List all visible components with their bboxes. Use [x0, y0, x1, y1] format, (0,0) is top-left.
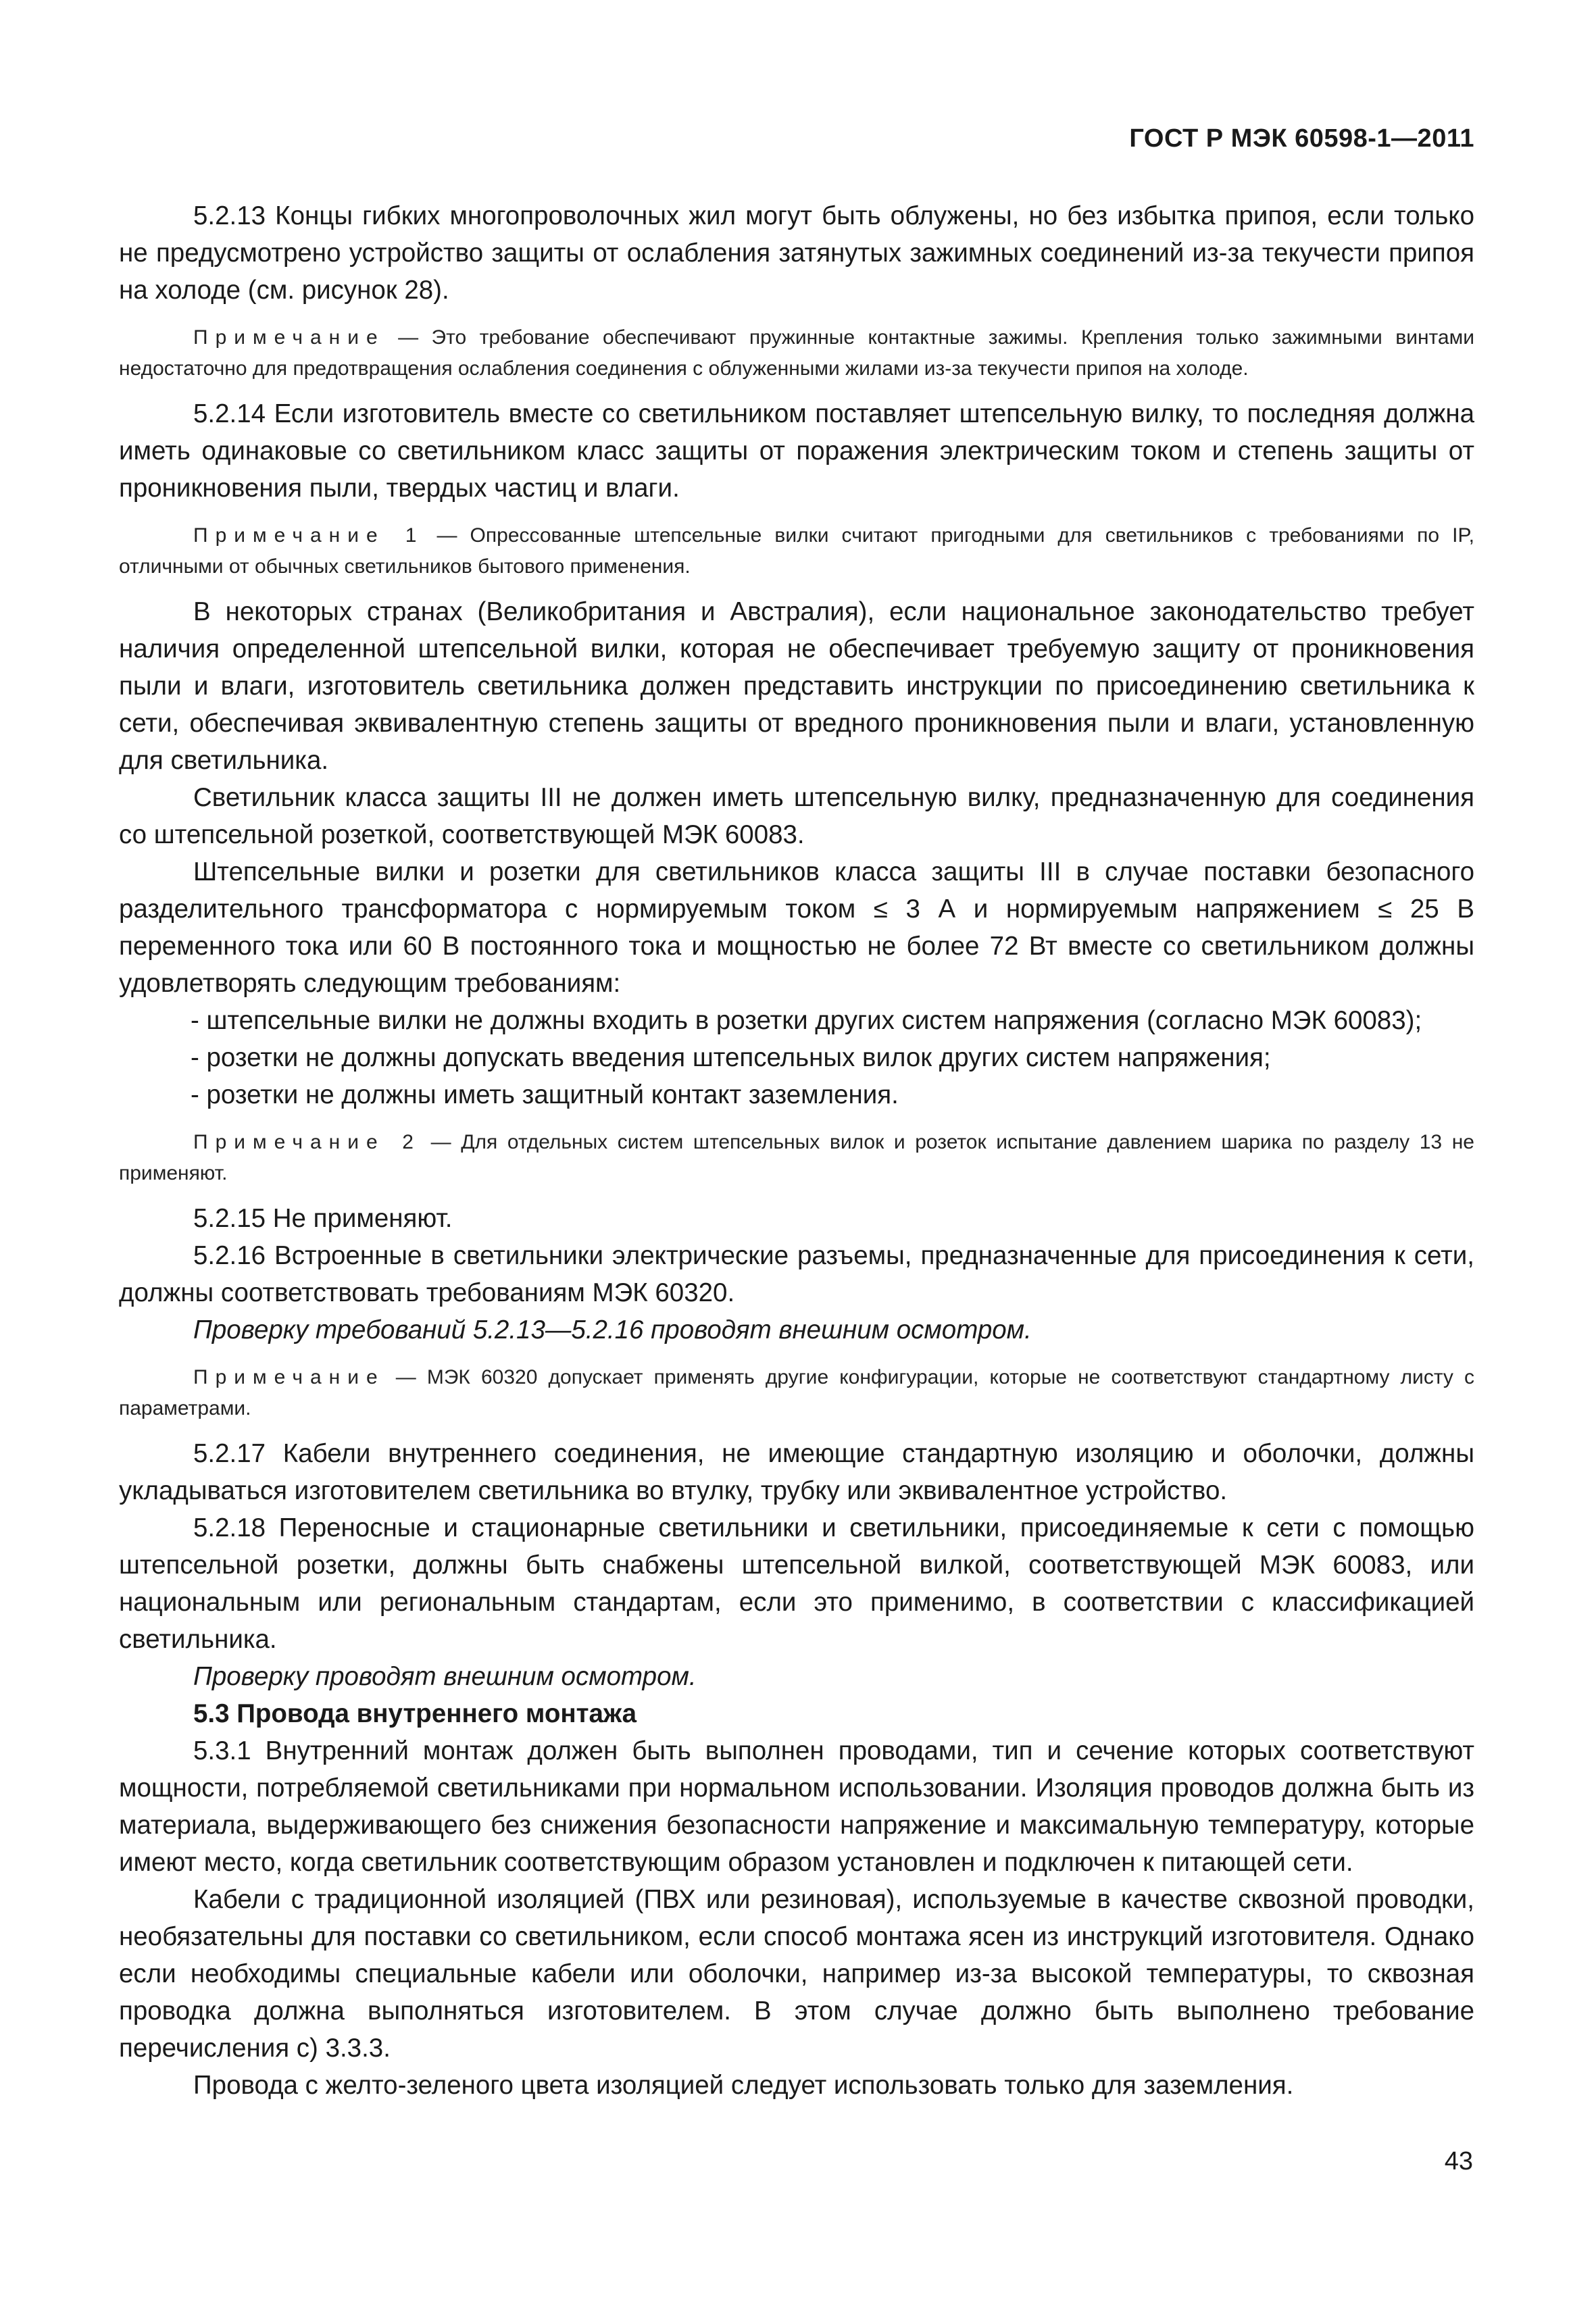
paragraph-cables: Кабели с традиционной изоляцией (ПВХ или резиновая), используемые в качестве сквозной проводки, необязательны для поставки со светильником, если способ монтажа ясен из инструкций изготовителя. Однако если необходимы специальные кабели или оболочки, например из-за высокой температуры, то сквозная проводка должна выполняться изготовителем. В этом случае должно быть выполнено требование перечисления с) 3.3.3.	[119, 1885, 1474, 2063]
check-statement: Проверку требований 5.2.13—5.2.16 проводят внешним осмотром.	[193, 1315, 1032, 1344]
list-item: - розетки не должны иметь защитный контакт заземления.	[191, 1080, 899, 1109]
paragraph-plugs-sockets: Штепсельные вилки и розетки для светильников класса защиты III в случае поставки безопасного разделительного трансформатора с нормируемым током ≤ 3 А и нормируемым напряжением ≤ 25 В переменного тока или 60 В постоянного тока и мощностью не более 72 Вт вместе со светильником должны удовлетворять следующим требованиям:	[119, 857, 1474, 998]
note-label: Примечание 1	[193, 524, 424, 547]
paragraph-class-iii: Светильник класса защиты III не должен иметь штепсельную вилку, предназначенную для соединения со штепсельной розеткой, соответствующей МЭК 60083.	[119, 783, 1474, 849]
note-label: Примечание 2	[193, 1131, 421, 1153]
note-text: — Это требование обеспечивают пружинные контактные зажимы. Крепления только зажимными винтами недостаточно для предотвращения ослабления соединения с облуженными жилами из-за текучести припоя на холоде.	[119, 326, 1474, 380]
note-2-5-2-14	[119, 1127, 1474, 1189]
note-5-2-13	[119, 322, 1474, 384]
clause-5-2-13: 5.2.13 Концы гибких многопроволочных жил могут быть облужены, но без избытка припоя, если только не предусмотрено устройство защиты от ослабления затянутых зажимных соединений из-за текучести припоя на холоде (см. рисунок 28).	[119, 201, 1474, 305]
note-1-5-2-14	[119, 520, 1474, 582]
paragraph-countries: В некоторых странах (Великобритания и Австралия), если национальное законодательство требует наличия определенной штепсельной вилки, которая не обеспечивает требуемую защиту от проникновения пыли и влаги, изготовитель светильника должен представить инструкции по присоединению светильника к сети, обеспечивая эквивалентную степень защиты от вредного проникновения пыли и влаги, установленную для светильника.	[119, 597, 1474, 775]
check-statement: Проверку проводят внешним осмотром.	[193, 1662, 697, 1691]
list-item: - розетки не должны допускать введения штепсельных вилок других систем напряжения;	[191, 1043, 1271, 1072]
note-text: — Для отдельных систем штепсельных вилок и розеток испытание давлением шарика по разделу 13 не применяют.	[119, 1131, 1474, 1184]
note-text: — МЭК 60320 допускает применять другие конфигурации, которые не соответствуют стандартному листу с параметрами.	[119, 1366, 1474, 1419]
clause-5-2-15: 5.2.15 Не применяют.	[193, 1204, 453, 1233]
clause-5-2-14: 5.2.14 Если изготовитель вместе со светильником поставляет штепсельную вилку, то последняя должна иметь одинаковые со светильником класс защиты от поражения электрическим током и степень защиты от проникновения пыли, твердых частиц и влаги.	[119, 399, 1474, 503]
page-number: 43	[1444, 2147, 1473, 2175]
clause-5-2-18: 5.2.18 Переносные и стационарные светильники и светильники, присоединяемые к сети с помощью штепсельной розетки, должны быть снабжены штепсельной вилкой, соответствующей МЭК 60083, или национальным или региональным стандартам, если это применимо, в соответствии с классификацией светильника.	[119, 1513, 1474, 1654]
note-label: Примечание	[193, 1366, 385, 1388]
page-body	[119, 197, 1474, 2104]
section-heading-5-3: 5.3 Провода внутреннего монтажа	[193, 1699, 637, 1728]
paragraph-earthing: Провода с желто-зеленого цвета изоляцией следует использовать только для заземления.	[193, 2071, 1294, 2100]
clause-5-2-16: 5.2.16 Встроенные в светильники электрические разъемы, предназначенные для присоединения к сети, должны соответствовать требованиям МЭК 60320.	[119, 1241, 1474, 1307]
note-5-2-16	[119, 1362, 1474, 1424]
list-item: - штепсельные вилки не должны входить в розетки других систем напряжения (согласно МЭК 60083);	[191, 1006, 1422, 1035]
note-label: Примечание	[193, 326, 385, 349]
note-text: — Опрессованные штепсельные вилки считают пригодными для светильников с требованиями по IP, отличными от обычных светильников бытового применения.	[119, 524, 1474, 578]
clause-5-3-1: 5.3.1 Внутренний монтаж должен быть выполнен проводами, тип и сечение которых соответствуют мощности, потребляемой светильниками при нормальном использовании. Изоляция проводов должна быть из материала, выдерживающего без снижения безопасности напряжение и максимальную температуру, которые имеют место, когда светильник соответствующим образом установлен и подключен к питающей сети.	[119, 1736, 1474, 1877]
clause-5-2-17: 5.2.17 Кабели внутреннего соединения, не имеющие стандартную изоляцию и оболочки, должны укладываться изготовителем светильника во втулку, трубку или эквивалентное устройство.	[119, 1439, 1474, 1505]
document-header: ГОСТ Р МЭК 60598-1—2011	[1129, 124, 1474, 153]
